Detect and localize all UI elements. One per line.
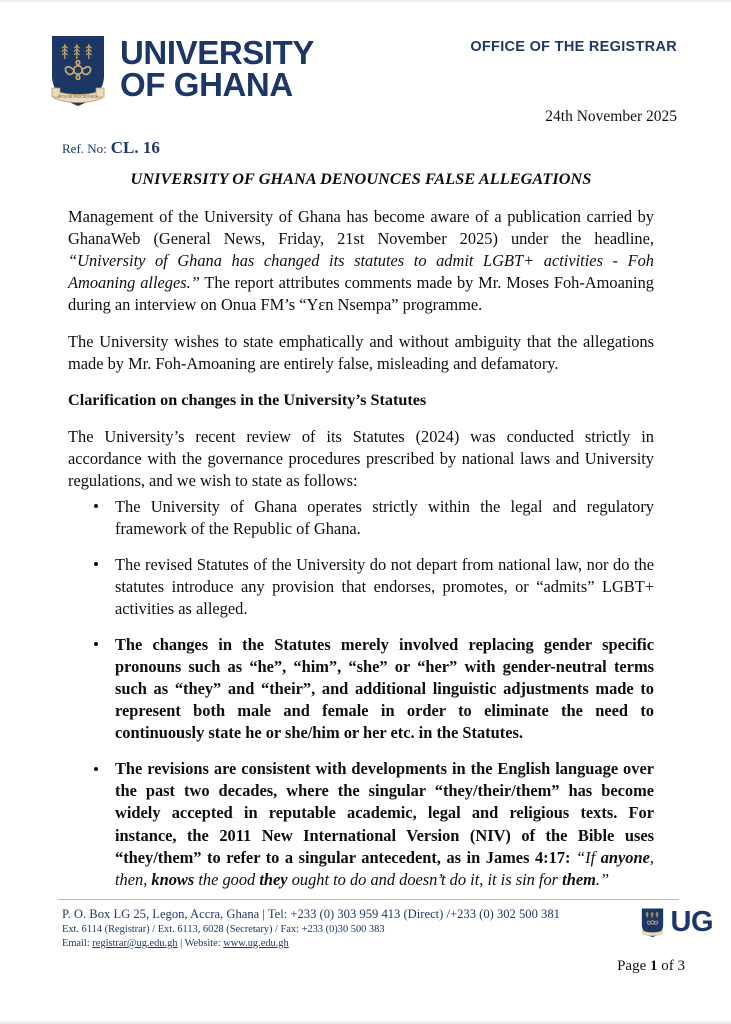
document-title: UNIVERSITY OF GHANA DENOUNCES FALSE ALLEGATIONS xyxy=(130,170,592,188)
footer-extensions-line: Ext. 6114 (Registrar) / Ext. 6113, 6028 (Secretary) / Fax: +233 (0)30 500 383 xyxy=(62,923,385,935)
letterhead xyxy=(48,30,683,125)
verse-text: “If xyxy=(576,847,601,867)
footer-logo xyxy=(640,906,714,938)
document-body xyxy=(68,170,654,905)
list-item xyxy=(68,554,654,620)
verse-emphasis: knows xyxy=(151,869,195,889)
reference-line xyxy=(62,138,160,158)
footer-email-website-line xyxy=(62,937,560,951)
bullet-dot-icon xyxy=(94,767,98,771)
statement-bullet-list xyxy=(68,496,654,891)
university-shield-icon xyxy=(48,30,108,108)
footer-contact-block xyxy=(62,906,560,951)
svg-text:INTEGRI PROCEDAMUS: INTEGRI PROCEDAMUS xyxy=(58,95,98,99)
wordmark-line-2: OF GHANA xyxy=(120,66,293,103)
section-heading-clarification: Clarification on changes in the University’s Statutes xyxy=(68,391,427,410)
office-title: OFFICE OF THE REGISTRAR xyxy=(470,39,677,55)
list-item-text: The changes in the Statutes merely involved replacing gender specific pronouns such as “he”, “him”, “she” or “her” with gender-neutral terms such as “they” and “their”, and additional linguistic adjustments made to represent both male and female in order to eliminate the need to continuously state he or she/him or her etc. in the Statutes. xyxy=(115,635,654,743)
paragraph-1 xyxy=(68,206,654,316)
footer-logo-text: UG xyxy=(670,905,713,938)
list-item-text: The revisions are consistent with developments in the English language over the past two decades, where the singular “they/their/them” has become widely accepted in reputable academic, legal and religious texts. For instance, the 2011 New International Version (NIV) of the Bible uses “they/them” to refer to a singular antecedent, as in James 4:17: xyxy=(115,759,654,867)
page-number-current: 1 xyxy=(650,958,658,974)
footer-address-line: P. O. Box LG 25, Legon, Accra, Ghana | Tel: +233 (0) 303 959 413 (Direct) /+233 (0) 302 500 381 xyxy=(62,907,560,921)
list-item-text: The revised Statutes of the University do not depart from national law, nor do the statutes introduce any provision that endorses, promotes, or “admits” LGBT+ activities as alleged. xyxy=(115,554,654,618)
list-item xyxy=(68,634,654,744)
reference-value: CL. 16 xyxy=(110,138,160,157)
wordmark-line-1: UNIVERSITY xyxy=(120,34,315,71)
reference-label: Ref. No: xyxy=(62,141,107,156)
bullet-dot-icon xyxy=(94,504,98,508)
email-link[interactable]: registrar@ug.edu.gh xyxy=(92,937,178,949)
page-bottom-edge xyxy=(0,1020,731,1024)
university-wordmark xyxy=(120,34,315,103)
page-number-middle: of xyxy=(657,958,678,974)
university-shield-icon xyxy=(640,906,665,938)
page-number-total: 3 xyxy=(677,958,685,974)
paragraph-1-part-2: The report attributes comments made by Mr. Moses Foh-Amoaning during an interview on Onua FM’s “Yɛn Nsempa” programme. xyxy=(68,273,654,315)
paragraph-3: The University’s recent review of its Statutes (2024) was conducted strictly in accordance with the governance procedures prescribed by national laws and University regulations, and we wish to state as follows: xyxy=(68,426,654,490)
bullet-dot-icon xyxy=(94,562,98,566)
verse-text: ought to do and doesn’t do it, it is sin for xyxy=(287,869,563,889)
verse-text: .” xyxy=(595,869,610,889)
paragraph-1-part-1: Management of the University of Ghana has become aware of a publication carried by GhanaWeb (General News, Friday, 21st November 2025) under the headline, xyxy=(68,207,654,249)
page-number-prefix: Page xyxy=(617,958,650,974)
footer-divider xyxy=(58,899,679,900)
paragraph-2: The University wishes to state emphatically and without ambiguity that the allegations made by Mr. Foh-Amoaning are entirely false, misleading and defamatory. xyxy=(68,332,654,374)
page-top-edge xyxy=(0,0,731,3)
paragraph-1-quote: “University of Ghana has changed its statutes to admit LGBT+ activities - Foh Amoaning alleges.” xyxy=(68,251,654,293)
university-logo xyxy=(48,30,314,108)
website-link[interactable]: www.ug.edu.gh xyxy=(223,937,289,949)
verse-emphasis: they xyxy=(259,869,288,889)
bullet-dot-icon xyxy=(94,642,98,646)
footer-separator: | xyxy=(177,937,185,949)
document-date: 24th November 2025 xyxy=(545,108,677,125)
verse-text: , then, xyxy=(115,847,654,889)
website-label: Website: xyxy=(184,937,224,949)
page-number xyxy=(617,958,685,975)
list-item-text: The University of Ghana operates strictly within the legal and regulatory framework of the Republic of Ghana. xyxy=(115,496,654,538)
list-item xyxy=(68,758,654,890)
list-item xyxy=(68,496,654,540)
verse-text: the good xyxy=(194,869,260,889)
verse-emphasis: anyone xyxy=(600,847,650,867)
verse-emphasis: them xyxy=(562,869,596,889)
email-label: Email: xyxy=(62,937,93,949)
